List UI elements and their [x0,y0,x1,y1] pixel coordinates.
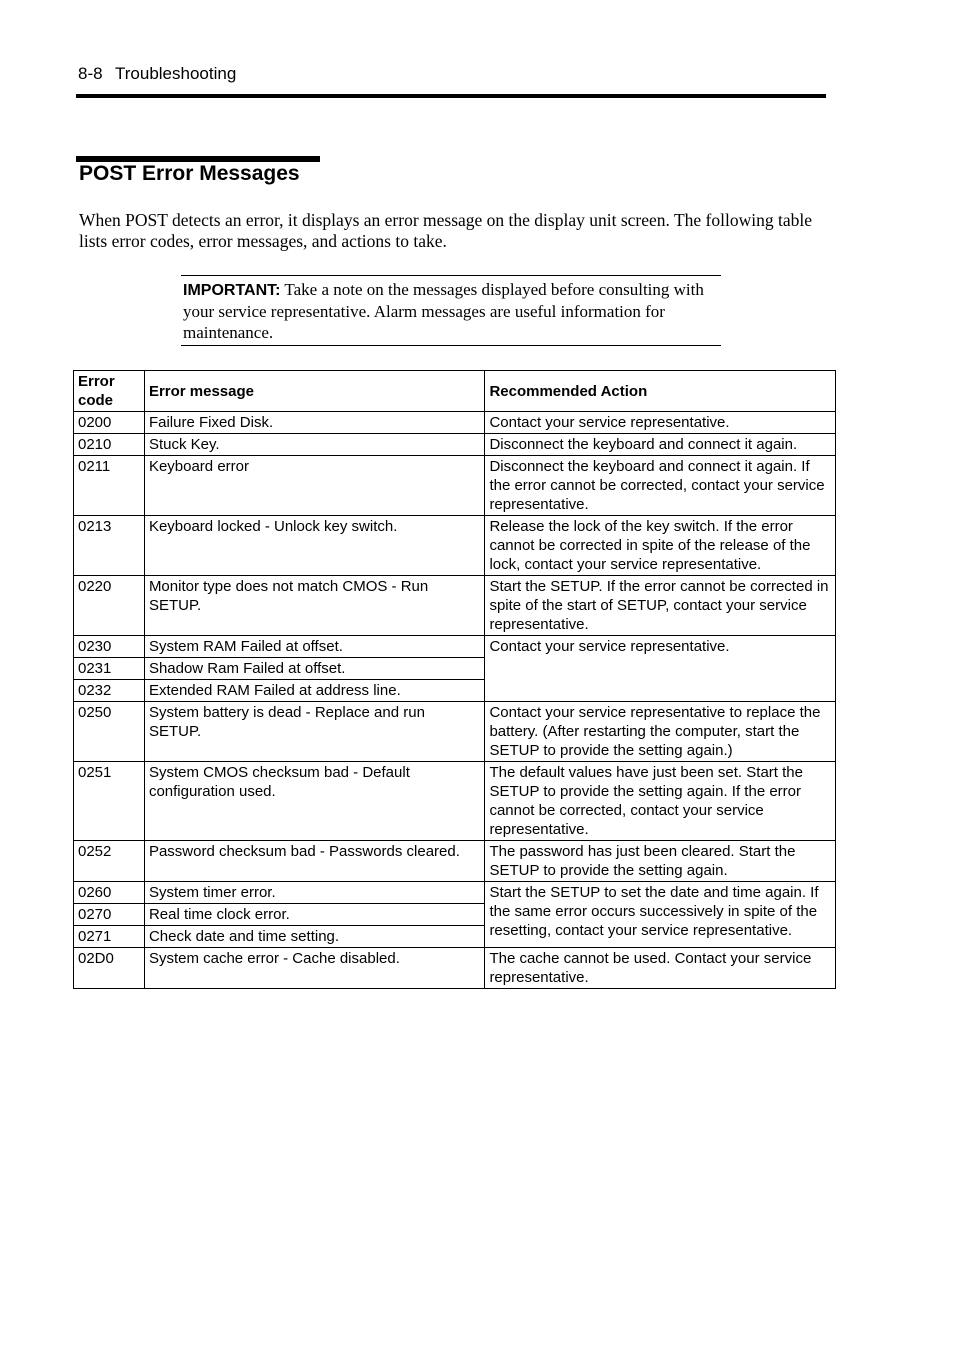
table-row [74,412,836,434]
header-error-code: Error code [74,371,145,412]
error-message: Extended RAM Failed at address line. [144,680,485,702]
error-code: 0271 [74,926,145,948]
table-row [74,434,836,456]
recommended-action: The cache cannot be used. Contact your service representative. [485,948,836,989]
recommended-action: Disconnect the keyboard and connect it again. If the error cannot be corrected, contact your service representative. [485,456,836,516]
header-rule [76,94,826,98]
error-message: Monitor type does not match CMOS - Run SETUP. [144,576,485,636]
important-text: Take a note on the messages displayed before consulting with your service representative. Alarm messages are useful information for maintenance. [183,280,704,342]
recommended-action: Release the lock of the key switch. If the error cannot be corrected in spite of the release of the lock, contact your service representative. [485,516,836,576]
table-row [74,576,836,636]
error-message: Keyboard error [144,456,485,516]
recommended-action: Contact your service representative. [485,636,836,702]
table-row [74,841,836,882]
header-error-message: Error message [144,371,485,412]
page-header [78,64,236,84]
recommended-action: Disconnect the keyboard and connect it again. [485,434,836,456]
error-code: 0232 [74,680,145,702]
important-note [181,275,721,346]
error-code: 0270 [74,904,145,926]
error-code: 0231 [74,658,145,680]
recommended-action: The default values have just been set. Start the SETUP to provide the setting again. If the error cannot be corrected, contact your service representative. [485,762,836,841]
recommended-action: Contact your service representative. [485,412,836,434]
table-row [74,516,836,576]
error-code: 0230 [74,636,145,658]
error-code: 0252 [74,841,145,882]
error-code: 02D0 [74,948,145,989]
error-code: 0250 [74,702,145,762]
table-row [74,636,836,658]
error-code: 0260 [74,882,145,904]
error-message: System cache error - Cache disabled. [144,948,485,989]
error-code: 0200 [74,412,145,434]
page-number: 8-8 [78,64,103,83]
recommended-action: The password has just been cleared. Start the SETUP to provide the setting again. [485,841,836,882]
recommended-action: Start the SETUP. If the error cannot be corrected in spite of the start of SETUP, contact your service representative. [485,576,836,636]
table-row [74,882,836,904]
page-title: POST Error Messages [79,162,300,185]
error-message: Password checksum bad - Passwords cleared. [144,841,485,882]
error-message: System timer error. [144,882,485,904]
recommended-action: Start the SETUP to set the date and time again. If the same error occurs successively in spite of the resetting, contact your service representative. [485,882,836,948]
recommended-action: Contact your service representative to replace the battery. (After restarting the computer, start the SETUP to provide the setting again.) [485,702,836,762]
error-message: Stuck Key. [144,434,485,456]
table-row [74,456,836,516]
error-message: System CMOS checksum bad - Default configuration used. [144,762,485,841]
important-label: IMPORTANT: [183,282,281,299]
error-message: Failure Fixed Disk. [144,412,485,434]
error-table [73,370,836,989]
error-code: 0213 [74,516,145,576]
table-row [74,702,836,762]
error-code: 0210 [74,434,145,456]
intro-paragraph: When POST detects an error, it displays an error message on the display unit screen. The following table lists error codes, error messages, and actions to take. [79,210,812,251]
error-code: 0211 [74,456,145,516]
error-code: 0220 [74,576,145,636]
error-message: Shadow Ram Failed at offset. [144,658,485,680]
error-message: System RAM Failed at offset. [144,636,485,658]
header-recommended-action: Recommended Action [485,371,836,412]
table-row [74,762,836,841]
table-row [74,948,836,989]
error-message: Real time clock error. [144,904,485,926]
error-message: System battery is dead - Replace and run SETUP. [144,702,485,762]
error-message: Check date and time setting. [144,926,485,948]
error-code: 0251 [74,762,145,841]
error-message: Keyboard locked - Unlock key switch. [144,516,485,576]
section-title: Troubleshooting [115,64,237,83]
table-header-row [74,371,836,412]
